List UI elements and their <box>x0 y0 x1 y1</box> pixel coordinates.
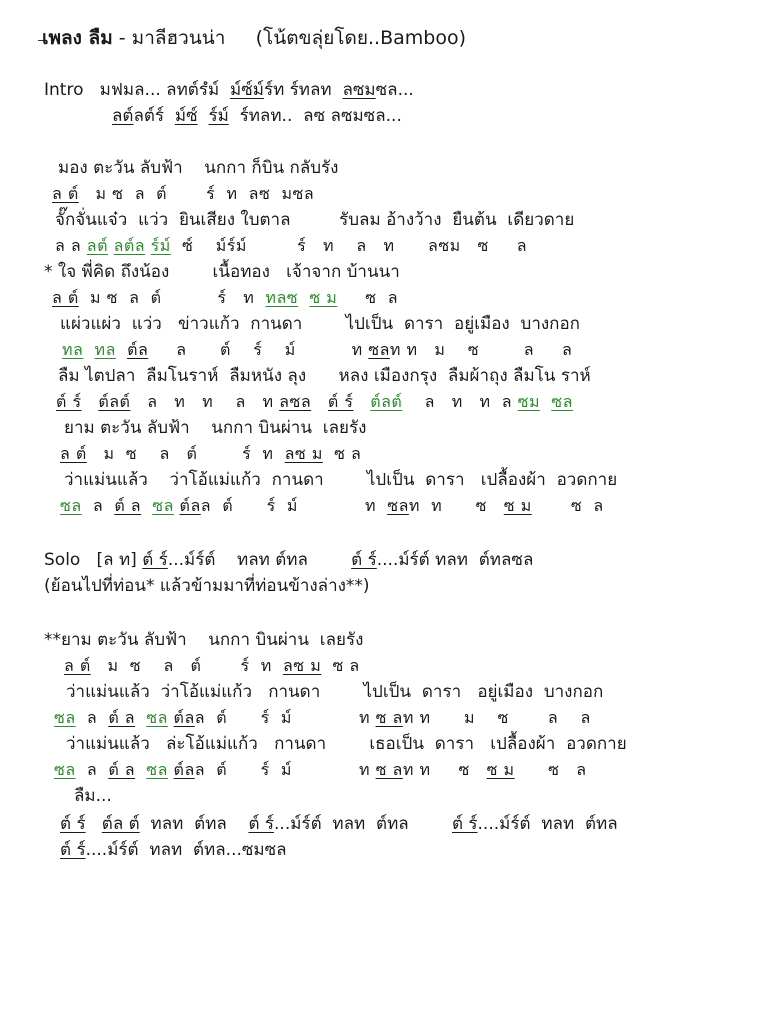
note-line <box>55 234 527 258</box>
text-segment: ....ม์ร์ต์ ทลท ต์ทลซล <box>376 550 534 570</box>
underlined-notes: ต์ ร์ <box>142 550 168 570</box>
underlined-notes: ซ ล <box>375 708 403 727</box>
underlined-notes: ลซ ม <box>283 656 322 675</box>
underlined-notes: ซล <box>368 340 390 359</box>
note-line <box>62 338 572 362</box>
lyric-line <box>55 208 574 232</box>
lyric-line <box>44 628 363 652</box>
text-segment: ล <box>75 760 109 779</box>
lyric-line <box>44 78 414 102</box>
text-segment: จั๊กจั่นแจ๋ว แว่ว ยินเสียง ใบตาล รับลม อ้างว้าง ยืนต้น เดียวดาย <box>55 210 575 230</box>
text-segment: ร์ท ร์ทลท <box>263 80 343 100</box>
text-segment: ว่าแม่นแล้ว ว่าโอ้แม่แก้ว กานดา ไปเป็น ดารา เปลื้องผ้า อวดกาย <box>64 470 618 490</box>
underlined-notes: ต์ ร์ <box>56 392 82 411</box>
text-segment <box>198 106 209 126</box>
text-segment: ....ม์ร์ต์ ทลท ต์ทล...ซมซล <box>85 840 287 860</box>
lyric-line <box>66 680 603 704</box>
text-segment <box>141 496 152 515</box>
text-segment: Solo [ล ท] <box>44 550 143 570</box>
text-segment: ล ต์ ร์ ม์ ท <box>194 760 376 779</box>
note-line <box>52 286 398 310</box>
underlined-notes: ต์ล <box>173 760 195 779</box>
lyric-line <box>58 364 591 388</box>
text-segment: ท ท ม ซ ล ล <box>389 340 573 359</box>
underlined-notes: ร์ม์ <box>208 106 229 126</box>
lyric-line <box>60 812 618 836</box>
lyric-line <box>44 260 400 284</box>
text-segment: ล <box>75 708 109 727</box>
text-segment: ลืม ไตปลา ลืมโนราห์ ลืมหนัง ลุง หลง เมืองกรุง ลืมผ้าถุง ลืมโน ราห์ <box>58 366 591 386</box>
text-segment: ท ท ม ซ ล ล <box>402 708 591 727</box>
text-segment: Intro มฟมล... ลทต์รํม์ <box>44 80 230 100</box>
underlined-notes: ซล <box>54 760 76 779</box>
text-segment: ล ต์ ร์ ม์ ท <box>194 708 376 727</box>
underlined-notes: ลซ ม <box>284 444 323 463</box>
text-segment: เพลง ลืม <box>42 27 113 49</box>
lyric-line <box>60 838 287 862</box>
note-line <box>56 390 573 414</box>
underlined-notes: ร์ม์ <box>150 236 171 255</box>
underlined-notes: ทล <box>62 340 84 359</box>
text-segment: **ยาม ตะวัน ลับฟ้า นกกา บินผ่าน เลยรัง <box>44 630 364 650</box>
underlined-notes: ซล <box>60 496 82 515</box>
text-segment: ซ์ ม์ร์ม์ ร์ ท ล ท ลซม ซ ล <box>170 236 528 255</box>
text-segment: ว่าแม่นแล้ว ล่ะโอ้แม่แก้ว กานดา เธอเป็น ดารา เปลื้องผ้า อวดกาย <box>66 734 627 754</box>
underlined-notes: ม์ซ์ม์ <box>229 80 264 100</box>
underlined-notes: ต์ ร์ <box>60 814 86 834</box>
underlined-notes: ล ต์ <box>60 444 87 463</box>
underlined-notes: ต์ ร์ <box>327 392 354 411</box>
lyric-line <box>112 104 402 128</box>
underlined-notes: ต์ ร์ <box>60 840 86 860</box>
text-segment <box>83 340 94 359</box>
text-segment: ซ ล <box>337 288 399 307</box>
text-segment: * ใจ พี่คิด ถึงน้อง เนื้อทอง เจ้าจาก บ้านนา <box>44 262 400 282</box>
underlined-notes: ลต์ล <box>113 236 146 255</box>
text-segment: ท ท ซ <box>408 496 504 515</box>
text-segment: ยาม ตะวัน ลับฟ้า นกกา บินผ่าน เลยรัง <box>64 418 367 438</box>
underlined-notes: ต์ล <box>127 340 149 359</box>
text-segment: ...ม์ร์ต์ ทลท ต์ทล <box>167 550 352 570</box>
text-segment: ซ ล <box>514 760 587 779</box>
underlined-notes: ซล <box>551 392 573 411</box>
underlined-notes: ซล <box>152 496 174 515</box>
text-segment: ม ซ ล ต์ ร์ ท <box>78 288 266 307</box>
text-segment: มอง ตะวัน ลับฟ้า นกกา ก็บิน กลับรัง <box>58 158 339 178</box>
lyric-line <box>64 468 617 492</box>
underlined-notes: ทล <box>94 340 116 359</box>
underlined-notes: ซ ม <box>309 288 338 307</box>
underlined-notes: ต์ล <box>179 496 201 515</box>
underlined-notes: ซล <box>54 708 76 727</box>
underlined-notes: ซล <box>387 496 409 515</box>
text-segment <box>540 392 551 411</box>
underlined-notes: ต์ล ต์ <box>101 814 140 834</box>
text-segment: ม ซ ล ต์ ร์ ท <box>86 444 285 463</box>
underlined-notes: ซ ม <box>503 496 532 515</box>
text-segment <box>86 814 102 834</box>
text-segment: - มาลีฮวนน่า (โน้ตขลุ่ยโดย..Bamboo) <box>112 27 466 49</box>
text-segment <box>135 760 146 779</box>
text-segment <box>298 288 309 307</box>
underlined-notes: ซล <box>146 760 168 779</box>
text-segment: ร์ทลท.. ลซ ลซมซล... <box>228 106 402 126</box>
note-line <box>54 706 591 730</box>
lyric-line <box>66 732 627 756</box>
underlined-notes: ซล <box>146 708 168 727</box>
text-segment: ม ซ ล ต์ ร์ ท <box>90 656 283 675</box>
underlined-notes: ล ต์ <box>64 656 91 675</box>
lyric-line <box>58 156 338 180</box>
underlined-notes: ต์ ร์ <box>351 550 377 570</box>
underlined-notes: ลต์ <box>112 106 134 126</box>
underlined-notes: ต์ ล <box>108 708 136 727</box>
text-segment: ...ม์ร์ต์ ทลท ต์ทล <box>274 814 452 834</box>
underlined-notes: ล ต์ <box>52 184 79 203</box>
underlined-notes: ซ ม <box>486 760 515 779</box>
text-segment: ซล... <box>375 80 414 100</box>
underlined-notes: ต์ ร์ <box>451 814 478 834</box>
text-segment <box>135 708 146 727</box>
text-segment: ซ ล <box>531 496 604 515</box>
note-line <box>60 442 361 466</box>
text-segment: ล ท ท ล <box>402 392 518 411</box>
text-segment: ลต์ร์ <box>133 106 175 126</box>
text-segment <box>353 392 370 411</box>
underlined-notes: ต์ลต์ <box>98 392 131 411</box>
text-segment <box>82 392 99 411</box>
text-segment: ล ท ท ล ท <box>130 392 280 411</box>
underlined-notes: ทลซ <box>265 288 299 307</box>
underlined-notes: ต์ล <box>173 708 195 727</box>
text-segment <box>116 340 127 359</box>
lyric-line <box>44 574 370 598</box>
text-segment: ซ ล <box>322 444 362 463</box>
text-segment: ล <box>81 496 115 515</box>
underlined-notes: ต์ ล <box>108 760 136 779</box>
lyric-line <box>64 416 366 440</box>
text-segment: ....ม์ร์ต์ ทลท ต์ทล <box>477 814 618 834</box>
underlined-notes: ม์ซ์ <box>174 106 198 126</box>
text-segment: ท ท ซ <box>402 760 487 779</box>
text-segment: ลืม... <box>74 786 112 806</box>
underlined-notes: ลซล <box>279 392 312 411</box>
text-segment: ว่าแม่นแล้ว ว่าโอ้แม่แก้ว กานดา ไปเป็น ดารา อยู่เมือง บางกอก <box>66 682 604 702</box>
underlined-notes: ซ ล <box>375 760 403 779</box>
underlined-notes: ต์ลต์ <box>370 392 403 411</box>
song-title <box>42 26 466 50</box>
underlined-notes: ล ต์ <box>52 288 79 307</box>
lyric-line <box>60 312 580 336</box>
underlined-notes: ลต์ <box>86 236 108 255</box>
lyric-line <box>44 548 533 572</box>
text-segment: ล ล <box>55 236 87 255</box>
underlined-notes: ต์ ร์ <box>248 814 275 834</box>
text-segment: ซ ล <box>321 656 360 675</box>
text-segment: ม ซ ล ต์ ร์ ท ลซ มซล <box>78 184 315 203</box>
underlined-notes: ลซม <box>342 80 376 100</box>
text-segment: ล ต์ ร์ ม์ ท <box>200 496 388 515</box>
underlined-notes: ซม <box>517 392 541 411</box>
note-line <box>52 182 314 206</box>
text-segment: (ย้อนไปที่ท่อน* แล้วข้ามมาที่ท่อนข้างล่าง**) <box>44 576 370 596</box>
note-line <box>60 494 604 518</box>
text-segment <box>311 392 328 411</box>
text-segment: ล ต์ ร์ ม์ ท <box>148 340 369 359</box>
underlined-notes: ต์ ล <box>114 496 142 515</box>
text-segment: ทลท ต์ทล <box>139 814 249 834</box>
note-line <box>64 654 360 678</box>
lyric-line <box>74 784 112 808</box>
text-segment: แผ่วแผ่ว แว่ว ข่าวแก้ว กานดา ไปเป็น ดารา อยู่เมือง บางกอก <box>60 314 580 334</box>
note-line <box>54 758 587 782</box>
